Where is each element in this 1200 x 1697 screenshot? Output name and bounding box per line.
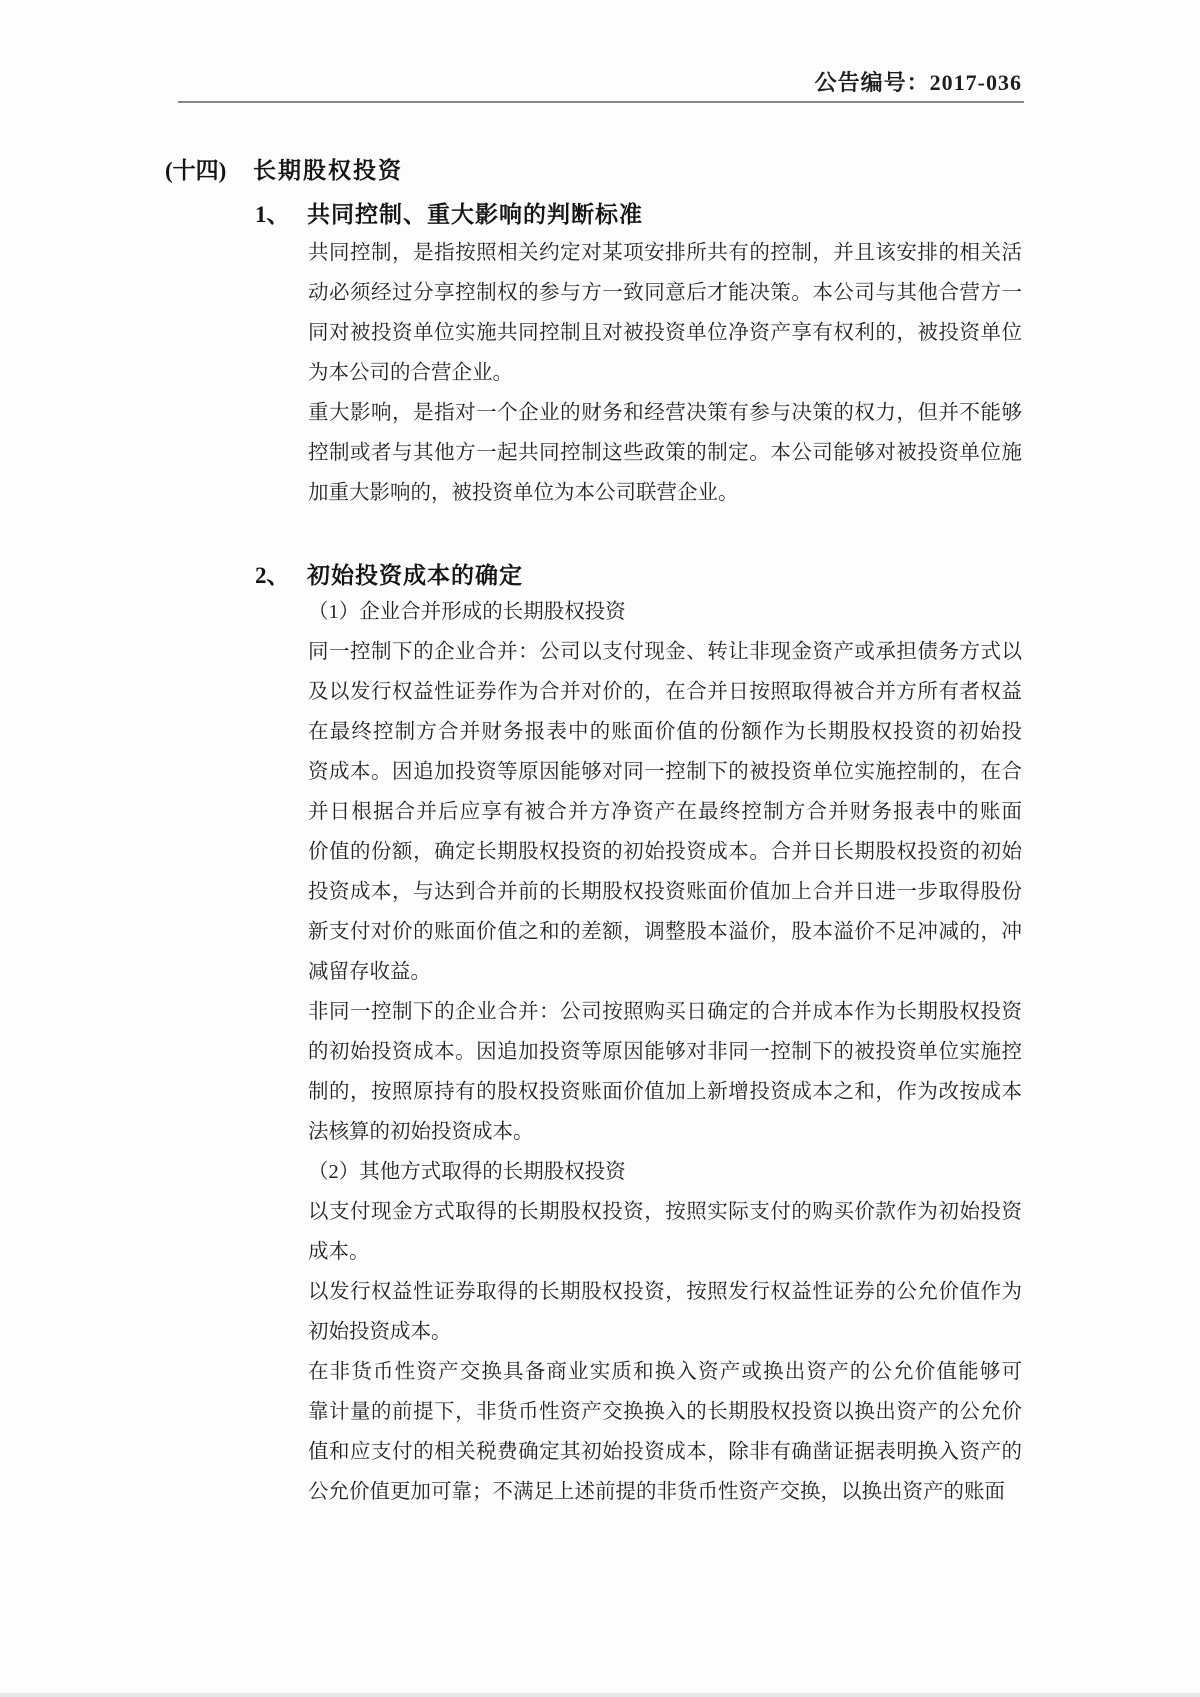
text-line: 价值的份额，确定长期股权投资的初始投资成本。合并日长期股权投资的初始 bbox=[308, 841, 1022, 863]
section-2-body bbox=[308, 592, 1022, 1512]
text-line-subitem: （1）企业合并形成的长期股权投资 bbox=[308, 601, 626, 623]
text-line: 在最终控制方合并财务报表中的账面价值的份额作为长期股权投资的初始投 bbox=[308, 721, 1022, 743]
text-line: 资成本。因追加投资等原因能够对同一控制下的被投资单位实施控制的，在合 bbox=[308, 761, 1022, 783]
section-heading-14-number: (十四) bbox=[165, 158, 227, 183]
text-line: 同对被投资单位实施共同控制且对被投资单位净资产享有权利的，被投资单位 bbox=[308, 322, 1022, 344]
text-line: 减留存收益。 bbox=[308, 961, 431, 983]
header-rule bbox=[178, 101, 1024, 103]
subsection-heading-2 bbox=[0, 557, 1100, 587]
text-line: 的初始投资成本。因追加投资等原因能够对非同一控制下的被投资单位实施控 bbox=[308, 1041, 1022, 1063]
text-line: 动必须经过分享控制权的参与方一致同意后才能决策。本公司与其他合营方一 bbox=[308, 282, 1022, 304]
subsection-heading-1-number: 1、 bbox=[255, 202, 290, 227]
text-line: 值和应支付的相关税费确定其初始投资成本，除非有确凿证据表明换入资产的 bbox=[308, 1441, 1022, 1463]
text-line: 公允价值更加可靠；不满足上述前提的非货币性资产交换，以换出资产的账面 bbox=[308, 1481, 1005, 1503]
subsection-heading-1 bbox=[0, 196, 1100, 226]
text-line: 投资成本，与达到合并前的长期股权投资账面价值加上合并日进一步取得股份 bbox=[308, 881, 1022, 903]
text-line: 成本。 bbox=[308, 1241, 370, 1263]
text-line: 以支付现金方式取得的长期股权投资，按照实际支付的购买价款作为初始投资 bbox=[308, 1201, 1022, 1223]
text-line: 新支付对价的账面价值之和的差额，调整股本溢价，股本溢价不足冲减的，冲 bbox=[308, 921, 1022, 943]
text-line: 控制或者与其他方一起共同控制这些政策的制定。本公司能够对被投资单位施 bbox=[308, 442, 1022, 464]
text-line: 为本公司的合营企业。 bbox=[308, 362, 513, 384]
text-line: 以发行权益性证券取得的长期股权投资，按照发行权益性证券的公允价值作为 bbox=[308, 1281, 1022, 1303]
page-bottom-edge bbox=[0, 1693, 1200, 1697]
text-line: 初始投资成本。 bbox=[308, 1321, 452, 1343]
text-line: 加重大影响的，被投资单位为本公司联营企业。 bbox=[308, 482, 739, 504]
subsection-heading-1-title: 共同控制、重大影响的判断标准 bbox=[307, 202, 643, 227]
text-line: 同一控制下的企业合并：公司以支付现金、转让非现金资产或承担债务方式以 bbox=[308, 641, 1022, 663]
subsection-heading-2-title: 初始投资成本的确定 bbox=[307, 563, 523, 588]
text-line-subitem: （2）其他方式取得的长期股权投资 bbox=[308, 1161, 626, 1183]
text-line: 制的，按照原持有的股权投资账面价值加上新增投资成本之和，作为改按成本 bbox=[308, 1081, 1022, 1103]
text-line: 共同控制，是指按照相关约定对某项安排所共有的控制，并且该安排的相关活 bbox=[308, 242, 1022, 264]
text-line: 在非货币性资产交换具备商业实质和换入资产或换出资产的公允价值能够可 bbox=[308, 1361, 1022, 1383]
section-heading-14 bbox=[0, 152, 1100, 182]
text-line: 靠计量的前提下，非货币性资产交换换入的长期股权投资以换出资产的公允价 bbox=[308, 1401, 1022, 1423]
announcement-number: 公告编号：2017-036 bbox=[814, 70, 1022, 95]
subsection-heading-2-number: 2、 bbox=[255, 563, 290, 588]
text-line: 法核算的初始投资成本。 bbox=[308, 1121, 534, 1143]
section-1-body bbox=[308, 233, 1022, 513]
text-line: 并日根据合并后应享有被合并方净资产在最终控制方合并财务报表中的账面 bbox=[308, 801, 1022, 823]
text-line: 非同一控制下的企业合并：公司按照购买日确定的合并成本作为长期股权投资 bbox=[308, 1001, 1022, 1023]
text-line: 重大影响，是指对一个企业的财务和经营决策有参与决策的权力，但并不能够 bbox=[308, 402, 1022, 424]
section-heading-14-title: 长期股权投资 bbox=[253, 158, 403, 183]
text-line: 及以发行权益性证券作为合并对价的，在合并日按照取得被合并方所有者权益 bbox=[308, 681, 1022, 703]
